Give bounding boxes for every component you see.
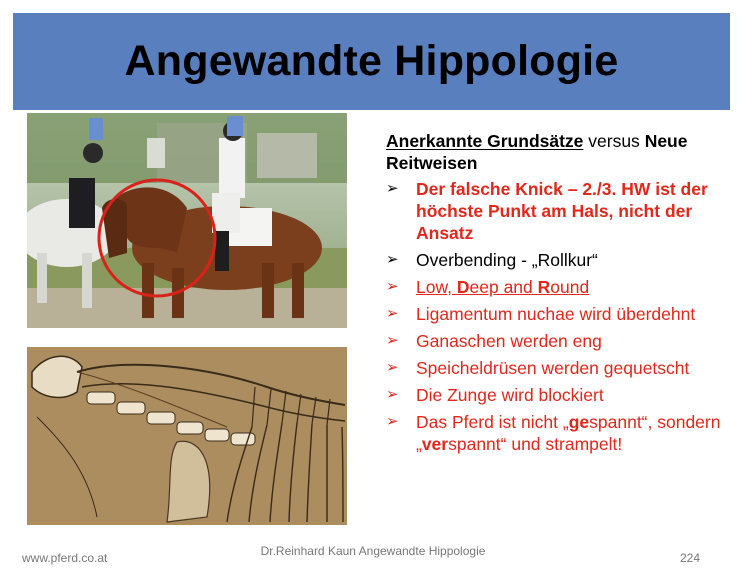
bullet-text: Ganaschen werden eng (416, 331, 602, 351)
list-item (386, 330, 736, 352)
bullet-text (416, 412, 720, 454)
list-item (386, 411, 736, 455)
bullet-fragment: ound (550, 277, 590, 297)
bullet-fragment: spannt“ und strampelt! (448, 434, 623, 454)
heading-part3: Neue Reitweisen (386, 131, 688, 173)
title-bar (13, 13, 730, 110)
dressage-photo-illustration (27, 113, 347, 328)
list-item (386, 178, 736, 244)
footer-author: Dr.Reinhard Kaun Angewandte Hippologie (260, 544, 486, 558)
content-area (386, 130, 736, 460)
list-item (386, 249, 736, 271)
bullet-fragment: spannt“, sondern „ (416, 412, 721, 454)
list-item (386, 384, 736, 406)
neck-anatomy-drawing (27, 347, 347, 525)
list-item (386, 357, 736, 379)
bullet-text: Die Zunge wird blockiert (416, 385, 604, 405)
bullet-letter-l: L (416, 277, 426, 297)
slide-heading (386, 130, 736, 174)
bullet-letter-d: D (456, 277, 470, 297)
arrow-icon: ➢ (386, 413, 399, 430)
bullet-text (416, 277, 589, 297)
bullet-fragment: ow, (425, 277, 457, 297)
heading-part2: versus (583, 131, 645, 151)
bullet-text: Speicheldrüsen werden gequetscht (416, 358, 690, 378)
list-item (386, 276, 736, 298)
arrow-icon: ➢ (386, 386, 399, 403)
arrow-icon: ➢ (386, 180, 399, 197)
bullet-emphasis-ver: ver (421, 434, 449, 454)
footer-website: www.pferd.co.at (22, 551, 108, 565)
bullet-text: Ligamentum nuchae wird überdehnt (416, 304, 696, 324)
arrow-icon: ➢ (386, 278, 399, 295)
bullet-fragment: Das Pferd ist nicht „ (416, 412, 569, 432)
bullet-fragment: eep and (469, 277, 538, 297)
bullet-emphasis-ge: ge (568, 412, 590, 432)
bullet-text: Der falsche Knick – 2./3. HW ist der höchste Punkt am Hals, nicht der Ansatz (416, 179, 708, 243)
bullet-letter-r: R (537, 277, 551, 297)
neck-anatomy-illustration (27, 347, 347, 525)
bullet-list (386, 178, 736, 455)
slide-title: Angewandte Hippologie (124, 37, 619, 85)
arrow-icon: ➢ (386, 251, 399, 268)
list-item (386, 303, 736, 325)
dressage-photo (27, 113, 347, 328)
footer-page-number: 224 (680, 551, 701, 565)
bullet-text: Overbending - „Rollkur“ (416, 250, 598, 270)
arrow-icon: ➢ (386, 332, 399, 349)
arrow-icon: ➢ (386, 305, 399, 322)
heading-part1: Anerkannte Grundsätze (386, 131, 584, 151)
arrow-icon: ➢ (386, 359, 399, 376)
